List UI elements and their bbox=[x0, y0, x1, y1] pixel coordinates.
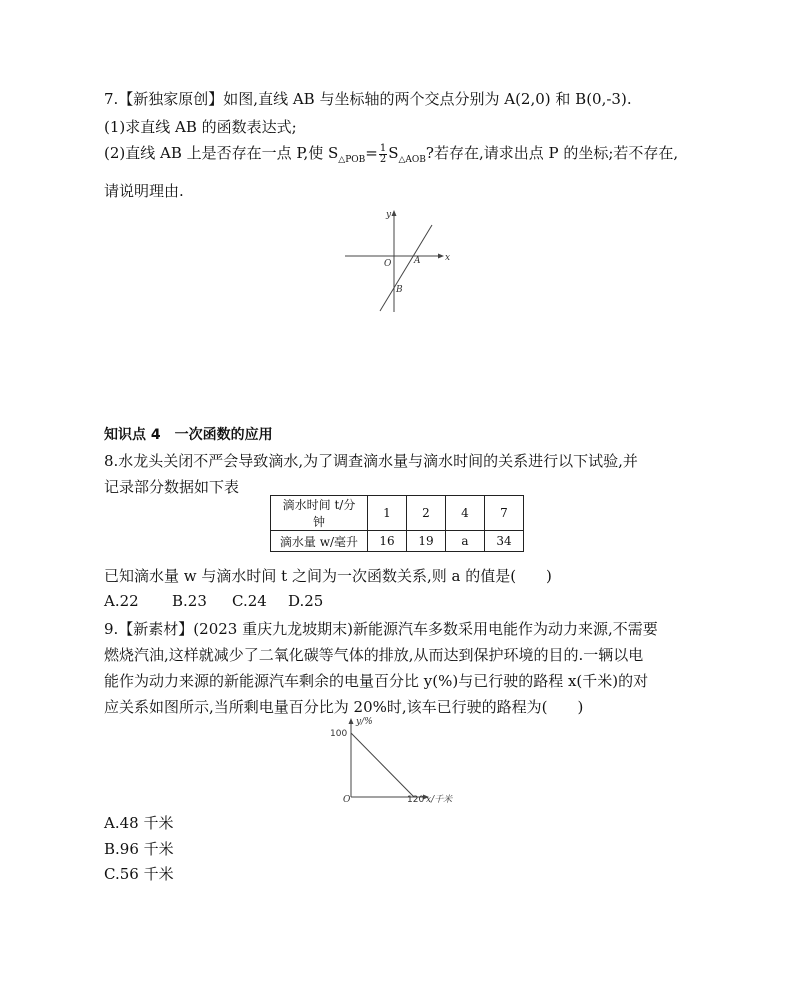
q9-battery-graph bbox=[325, 712, 470, 807]
q9-y-label: y/% bbox=[356, 717, 373, 727]
table-header-volume: 滴水量 w/毫升 bbox=[271, 531, 368, 552]
q9-line-4: 应关系如图所示,当所剩电量百分比为 20%时,该车已行驶的路程为( ) bbox=[104, 698, 584, 716]
q7-point-b-label: B bbox=[396, 285, 403, 295]
q7-line-3 bbox=[104, 142, 678, 165]
q7-fraction bbox=[379, 144, 387, 165]
q7-x-label: x bbox=[445, 253, 451, 263]
table-cell: 4 bbox=[446, 496, 485, 531]
q8-option-b: B.23 bbox=[172, 592, 207, 610]
q7-point-a-label: A bbox=[414, 256, 421, 266]
q7-line-3-start: (2)直线 AB 上是否存在一点 P,使 S bbox=[104, 144, 339, 162]
q7-y-arrow bbox=[392, 210, 397, 216]
table-cell: 34 bbox=[485, 531, 524, 552]
q9-line-2: 燃烧汽油,这样就减少了二氧化碳等气体的排放,从而达到保护环境的目的.一辆以电 bbox=[104, 646, 644, 664]
q9-option-b: B.96 千米 bbox=[104, 840, 174, 858]
table-cell: 16 bbox=[368, 531, 407, 552]
table-cell: 1 bbox=[368, 496, 407, 531]
q7-line-4: 请说明理由. bbox=[104, 182, 184, 200]
table-cell: a bbox=[446, 531, 485, 552]
q7-origin-label: O bbox=[384, 259, 392, 269]
q7-line-2: (1)求直线 AB 的函数表达式; bbox=[104, 118, 297, 136]
q9-option-c: C.56 千米 bbox=[104, 865, 174, 883]
q8-line-2: 记录部分数据如下表 bbox=[104, 478, 240, 496]
q8-options bbox=[104, 592, 323, 610]
q7-y-label: y bbox=[386, 210, 392, 220]
q9-y-value: 100 bbox=[330, 729, 348, 739]
q9-line-1: 9.【新素材】(2023 重庆九龙坡期末)新能源汽车多数采用电能作为动力来源,不需要 bbox=[104, 620, 658, 638]
q8-option-a: A.22 bbox=[104, 592, 139, 610]
q7-line-1: 7.【新独家原创】如图,直线 AB 与坐标轴的两个交点分别为 A(2,0) 和 B(0,-3). bbox=[104, 90, 632, 108]
q7-sub-aob: △AOB bbox=[398, 155, 426, 165]
q7-equals: = bbox=[365, 144, 378, 162]
q9-x-label: x/千米 bbox=[426, 795, 453, 805]
q8-option-c: C.24 bbox=[232, 592, 267, 610]
q9-line-segment bbox=[351, 733, 414, 797]
q7-frac-num: 1 bbox=[379, 142, 387, 154]
q9-x-value: 120 bbox=[407, 795, 425, 805]
q9-origin-label: O bbox=[343, 795, 351, 805]
q9-option-a: A.48 千米 bbox=[104, 814, 174, 832]
q7-frac-den: 2 bbox=[379, 153, 387, 165]
q8-line-1: 8.水龙头关闭不严会导致滴水,为了调查滴水量与滴水时间的关系进行以下试验,并 bbox=[104, 452, 638, 470]
table-row bbox=[271, 496, 524, 531]
q9-line-3: 能作为动力来源的新能源汽车剩余的电量百分比 y(%)与已行驶的路程 x(千米)的对 bbox=[104, 672, 649, 690]
section-title: 知识点 4 一次函数的应用 bbox=[104, 427, 273, 443]
q7-x-arrow bbox=[438, 254, 444, 259]
table-header-time: 滴水时间 t/分钟 bbox=[271, 496, 368, 531]
q7-sub-pob: △POB bbox=[338, 155, 366, 165]
q7-line-graph bbox=[340, 200, 460, 315]
table-cell: 2 bbox=[407, 496, 446, 531]
q8-data-table bbox=[270, 495, 524, 552]
q7-s-letter: S bbox=[388, 144, 399, 162]
table-cell: 7 bbox=[485, 496, 524, 531]
table-cell: 19 bbox=[407, 531, 446, 552]
q9-y-arrow bbox=[349, 718, 354, 724]
q8-question: 已知滴水量 w 与滴水时间 t 之间为一次函数关系,则 a 的值是( ) bbox=[104, 567, 552, 585]
q7-line-3-end: ?若存在,请求出点 P 的坐标;若不存在, bbox=[425, 144, 679, 162]
q8-option-d: D.25 bbox=[288, 592, 324, 610]
table-row bbox=[271, 531, 524, 552]
